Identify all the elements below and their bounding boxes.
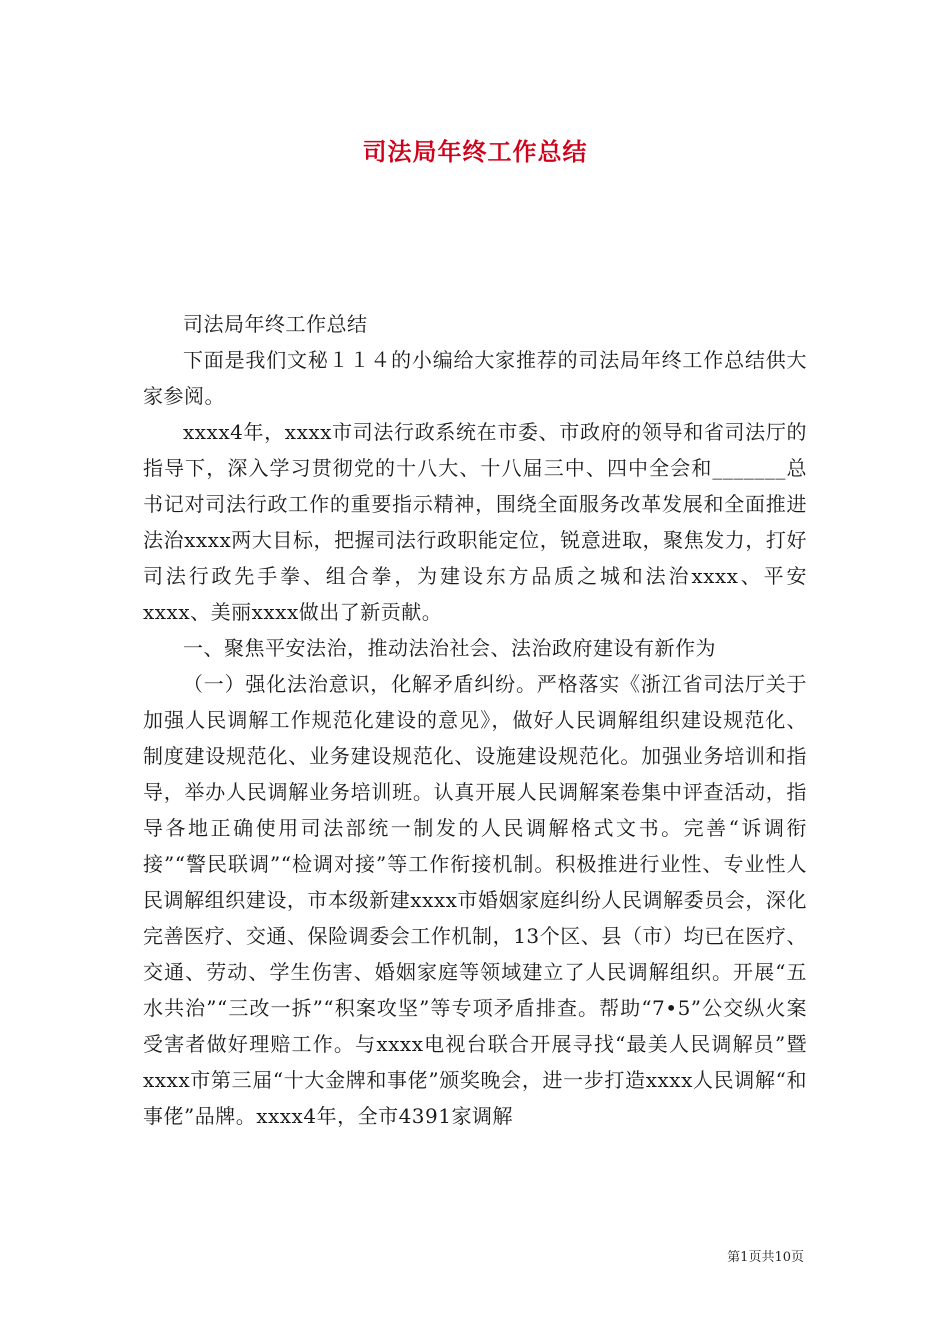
paragraph-section-1: （一）强化法治意识，化解矛盾纠纷。严格落实《浙江省司法厅关于加强人民调解工作规范化建设的意见》，做好人民调解组织建设规范化、制度建设规范化、业务建设规范化、设施建设规范化。加强业务培训和指导，举办人民调解业务培训班。认真开展人民调解案卷集中评查活动，指导各地正确使用司法部统一制发的人民调解格式文书。完善“诉调衔接”“警民联调”“检调对接”等工作衔接机制。积极推进行业性、专业性人民调解组织建设，市本级新建xxxx市婚姻家庭纠纷人民调解委员会，深化完善医疗、交通、保险调委会工作机制，13个区、县（市）均已在医疗、交通、劳动、学生伤害、婚姻家庭等领域建立了人民调解组织。开展“五水共治”“三改一拆”“积案攻坚”等专项矛盾排查。帮助“7•5”公交纵火案受害者做好理赔工作。与xxxx电视台联合开展寻找“最美人民调解员”暨xxxx市第三届“十大金牌和事佬”颁奖晚会，进一步打造xxxx人民调解“和事佬”品牌。xxxx4年，全市4391家调解 [143, 672, 807, 1128]
paragraph-heading: 司法局年终工作总结 [183, 312, 368, 336]
document-title: 司法局年终工作总结 [362, 137, 588, 166]
page-number: 第1页共10页 [727, 1250, 804, 1265]
document-body [143, 306, 807, 1134]
paragraph-intro: 下面是我们文秘１１４的小编给大家推荐的司法局年终工作总结供大家参阅。 [143, 348, 807, 408]
paragraph-overview: xxxx4年，xxxx市司法行政系统在市委、市政府的领导和省司法厅的指导下，深入学习贯彻党的十八大、十八届三中、四中全会和_______总书记对司法行政工作的重要指示精神，围绕全面服务改革发展和全面推进法治xxxx两大目标，把握司法行政职能定位，锐意进取，聚焦发力，打好司法行政先手拳、组合拳，为建设东方品质之城和法治xxxx、平安xxxx、美丽xxxx做出了新贡献。 [143, 420, 807, 624]
section-heading: 一、聚焦平安法治，推动法治社会、法治政府建设有新作为 [183, 636, 716, 660]
